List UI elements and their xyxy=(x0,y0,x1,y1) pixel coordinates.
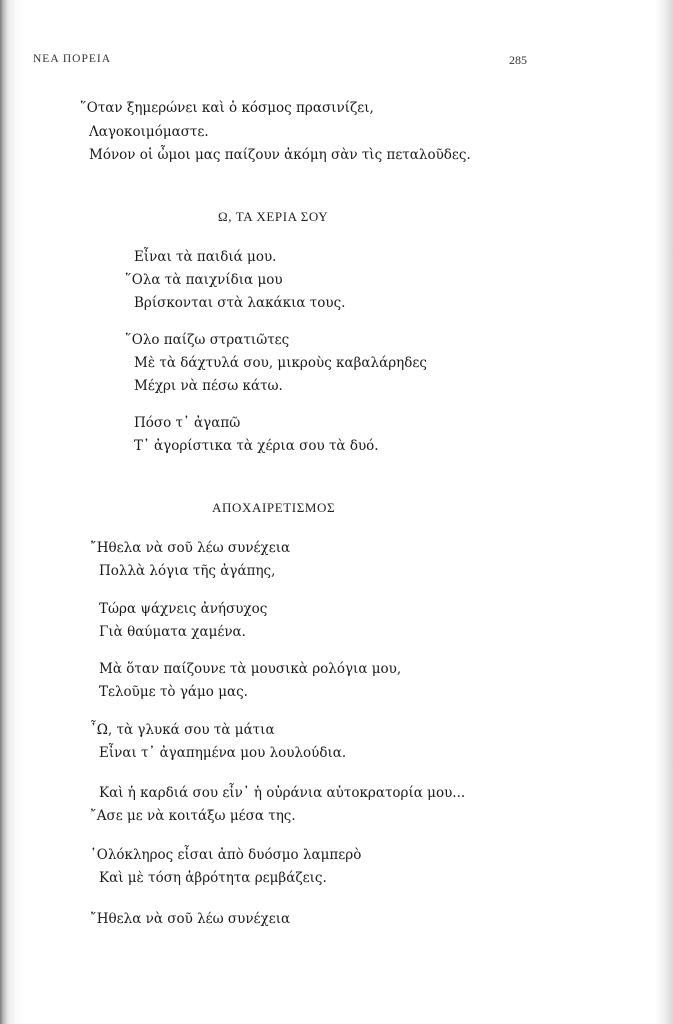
poem-line: Μόνον οἱ ὦμοι μας παίζουν ἀκόμη σὰν τὶς πεταλοῦδες. xyxy=(89,147,471,163)
poem-line: ῞Οταν ξημερώνει καὶ ὁ κόσμος πρασινίζει, xyxy=(80,100,374,116)
poem-line: ῾Ολόκληρος εἶσαι ἀπὸ δυόσμο λαμπερὸ xyxy=(90,847,362,863)
poem-line: ῎Ηθελα νὰ σοῦ λέω συνέχεια xyxy=(90,540,291,556)
poem-line: Τώρα ψάχνεις ἀνήσυχος xyxy=(99,601,268,617)
poem-line: Τελοῦμε τὸ γάμο μας. xyxy=(99,684,248,700)
poem-line: Πολλὰ λόγια τῆς ἀγάπης, xyxy=(99,563,276,579)
poem-line: Γιὰ θαύματα χαμένα. xyxy=(99,624,246,640)
poem-title: Ω, ΤΑ ΧΕΡΙΑ ΣΟΥ xyxy=(218,209,329,224)
poem-line: ῏Ω, τὰ γλυκά σου τὰ μάτια xyxy=(90,722,275,738)
poem-line: ῞Ολο παίζω στρατιῶτες xyxy=(125,332,290,348)
poem-line: Λαγοκοιμόμαστε. xyxy=(89,124,209,140)
running-head: ΝΕΑ ΠΟΡΕΙΑ xyxy=(33,53,112,65)
poem-line: Πόσο τ᾽ ἀγαπῶ xyxy=(134,415,241,431)
poem-title: ΑΠΟΧΑΙΡΕΤΙΣΜΟΣ xyxy=(212,500,336,515)
poem-line: Καὶ ἡ καρδιά σου εἶν᾽ ἡ οὐράνια αὐτοκρατορία μου... xyxy=(99,785,466,801)
poem-line: ῎Ηθελα νὰ σοῦ λέω συνέχεια xyxy=(90,911,291,927)
poem-line: Μέχρι νὰ πέσω κάτω. xyxy=(134,378,283,394)
poem-line: ῞Ολα τὰ παιχνίδια μου xyxy=(125,272,283,288)
poem-line: Καὶ μὲ τόση ἁβρότητα ρεμβάζεις. xyxy=(99,870,327,886)
poem-line: Εἶναι τ᾽ ἀγαπημένα μου λουλούδια. xyxy=(99,745,347,761)
poem-line: Μὰ ὅταν παίζουνε τὰ μουσικὰ ρολόγια μου, xyxy=(99,661,402,677)
poem-line: Τ᾽ ἀγορίστικα τὰ χέρια σου τὰ δυό. xyxy=(134,438,379,454)
poem-line: Βρίσκονται στὰ λακάκια τους. xyxy=(134,295,346,311)
poem-line: Εἶναι τὰ παιδιά μου. xyxy=(134,249,277,265)
page-number: 285 xyxy=(509,53,527,67)
poem-line: Μὲ τὰ δάχτυλά σου, μικροὺς καβαλάρηδες xyxy=(134,355,427,371)
poem-line: ῎Ασε με νὰ κοιτάξω μέσα της. xyxy=(90,808,296,824)
